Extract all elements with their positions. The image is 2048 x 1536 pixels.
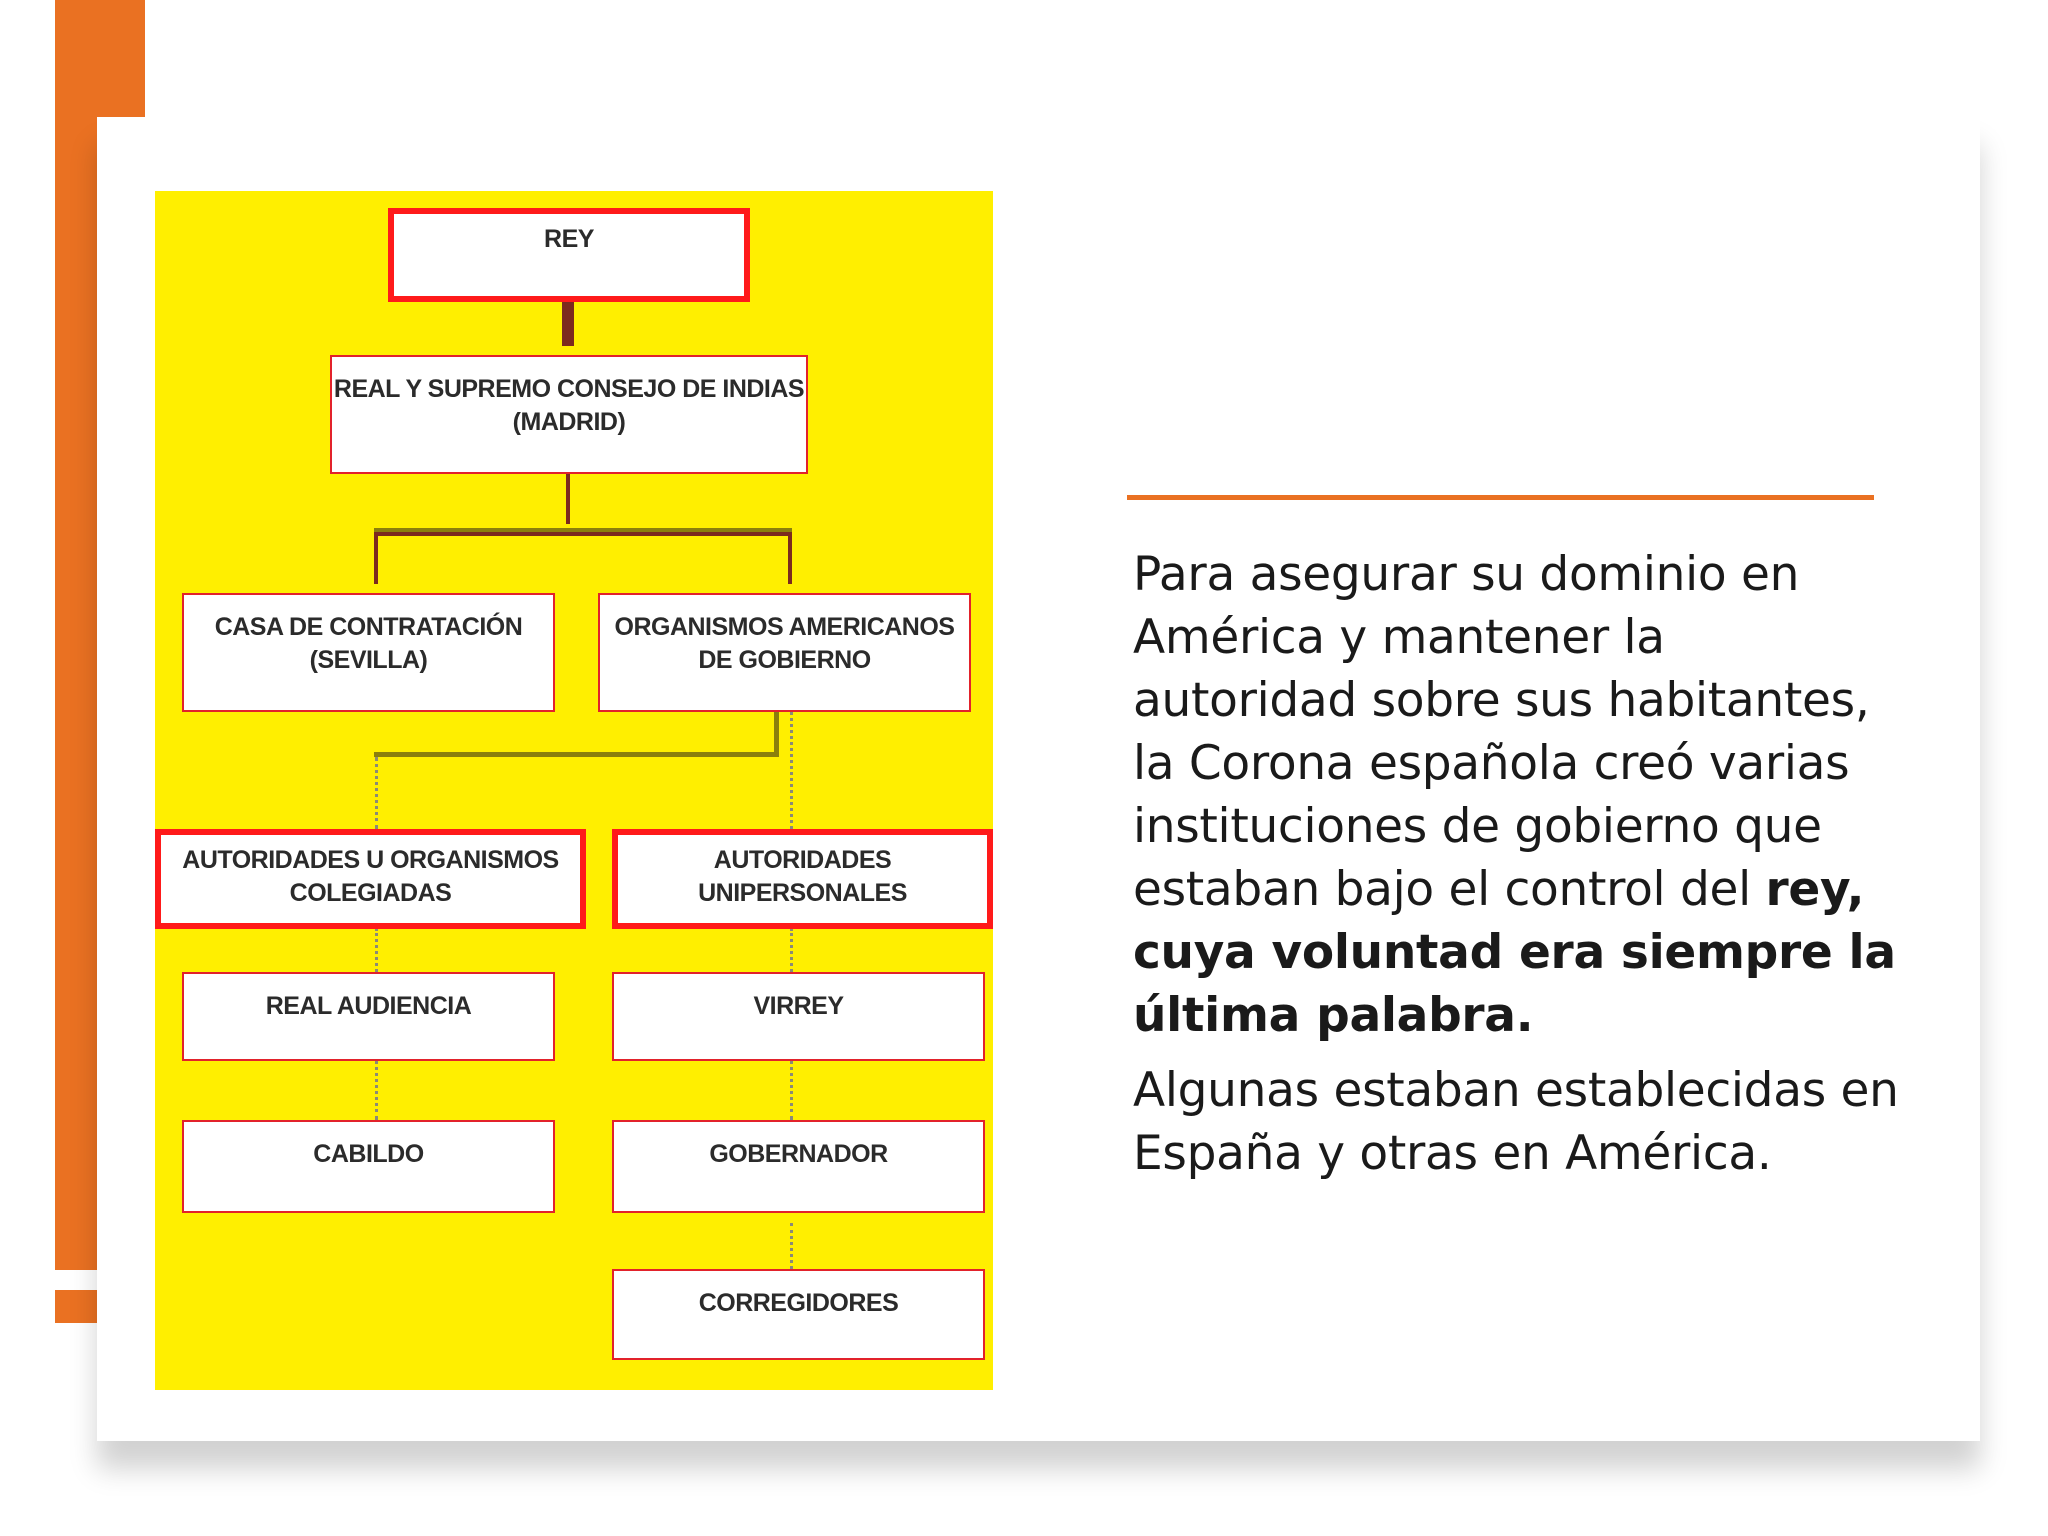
node-corregidores — [612, 1269, 985, 1360]
dotted-unipersonales-virrey — [790, 928, 793, 972]
connector-branch-h-shadow — [374, 528, 792, 532]
connector-to-casa — [374, 532, 378, 584]
node-gobernador-label: GOBERNADOR — [709, 1140, 888, 1168]
dotted-colegiadas-audiencia — [375, 928, 378, 972]
node-cabildo — [182, 1120, 555, 1213]
dotted-organismos-right — [790, 712, 793, 829]
node-unipersonales-line2: UNIPERSONALES — [698, 879, 907, 907]
dotted-virrey-gobernador — [790, 1060, 793, 1120]
paragraph-1-bold: rey, cuya voluntad era siempre la última palabra. — [1133, 862, 1896, 1043]
node-rey — [388, 208, 750, 302]
connector-to-organismos — [788, 532, 792, 584]
paragraph-2: Algunas estaban establecidas en España y otras en América. — [1133, 1063, 1899, 1181]
node-consejo — [330, 355, 808, 474]
dotted-gobernador-corregidores — [790, 1223, 793, 1269]
paragraph-1-text: Para asegurar su dominio en América y mantener la autoridad sobre sus habitantes, la Corona española creó varias instituciones de gobierno que estaban bajo el control del — [1133, 547, 1870, 917]
node-gobernador — [612, 1120, 985, 1213]
accent-bar-bottom — [55, 1290, 98, 1323]
node-organismos — [598, 593, 971, 712]
node-colegiadas-line2: COLEGIADAS — [289, 879, 452, 907]
accent-bar-top — [98, 0, 145, 117]
node-casa-line1: CASA DE CONTRATACIÓN — [214, 613, 523, 641]
node-unipersonales-line1: AUTORIDADES — [713, 846, 892, 874]
body-text — [1133, 543, 1903, 1197]
node-cabildo-label: CABILDO — [313, 1140, 424, 1168]
node-audiencia — [182, 972, 555, 1061]
org-chart — [155, 191, 993, 1390]
node-virrey-label: VIRREY — [753, 992, 844, 1020]
dotted-audiencia-cabildo — [375, 1060, 378, 1120]
node-rey-label: REY — [544, 225, 594, 253]
node-casa-line2: (SEVILLA) — [309, 646, 428, 674]
node-unipersonales — [612, 829, 993, 929]
connector-organismos-h — [374, 752, 779, 757]
node-casa — [182, 593, 555, 712]
node-audiencia-label: REAL AUDIENCIA — [265, 992, 472, 1020]
node-consejo-line1: REAL Y SUPREMO CONSEJO DE INDIAS — [333, 375, 805, 403]
connector-rey-consejo — [562, 300, 574, 346]
divider-line — [1127, 495, 1874, 500]
node-colegiadas — [155, 829, 586, 929]
paragraph-1 — [1133, 543, 1903, 1047]
connector-organismos-down — [774, 712, 779, 756]
accent-bar-vertical — [55, 0, 98, 1270]
node-virrey — [612, 972, 985, 1061]
connector-consejo-down — [566, 472, 570, 524]
node-organismos-line1: ORGANISMOS AMERICANOS — [614, 613, 955, 641]
node-consejo-line2: (MADRID) — [512, 408, 626, 436]
node-colegiadas-line1: AUTORIDADES U ORGANISMOS — [182, 846, 559, 874]
dotted-to-colegiadas — [375, 757, 378, 829]
node-organismos-line2: DE GOBIERNO — [698, 646, 871, 674]
connector-branch-h — [374, 532, 792, 536]
node-corregidores-label: CORREGIDORES — [698, 1289, 899, 1317]
